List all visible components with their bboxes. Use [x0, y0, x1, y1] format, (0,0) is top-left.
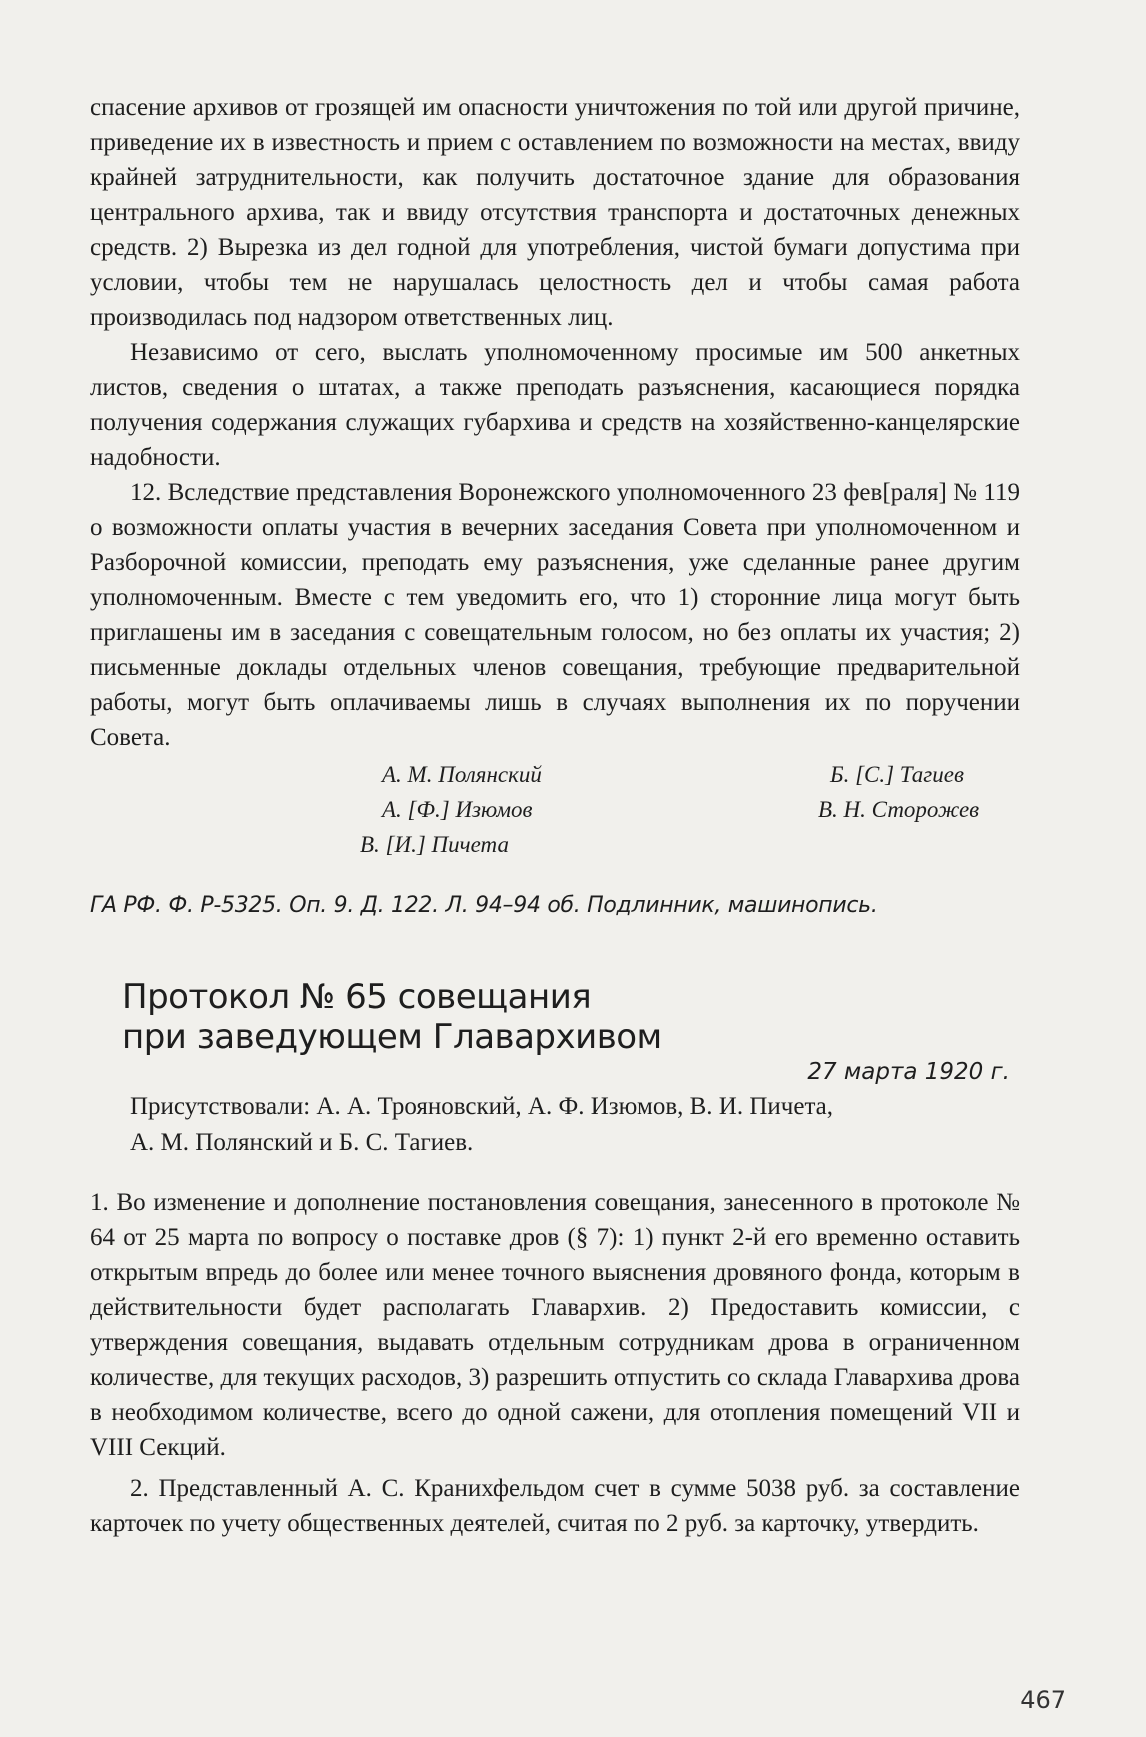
spacer: [90, 1161, 1020, 1185]
item-2: 2. Представленный А. С. Кранихфельдом счет в сумме 5038 руб. за составление карточек по учету общественных деятелей, считая по 2 руб. за карточку, утвердить.: [90, 1475, 1020, 1537]
page-number: 467: [1020, 1686, 1066, 1714]
signature-left-2: А. [Ф.] Изюмов: [382, 797, 533, 822]
attendees: [90, 1089, 1020, 1161]
signature-right-1: Б. [С.] Тагиев: [830, 762, 964, 787]
signature-right-2: В. Н. Сторожев: [818, 797, 980, 822]
heading-line-2: при заведующем Главархивом: [122, 1017, 662, 1057]
signature-left-1: А. М. Полянский: [382, 762, 542, 787]
signatures-block: [90, 757, 1020, 865]
paragraph-continuation: спасение архивов от грозящей им опасности уничтожения по той или другой причине, приведение их в известность и прием с оставлением по возможности на местах, ввиду крайней затруднительности, как получить достаточное здание для образования центрального архива, так и ввиду отсутствия транспорта и достаточных денежных средств. 2) Вырезка из дел годной для употребления, чистой бумаги допустима при условии, чтобы тем не нарушалась целостность дел и чтобы самая работа производилась под надзором ответственных лиц.: [90, 94, 1020, 331]
attendees-line-2: А. М. Полянский и Б. С. Тагиев.: [130, 1129, 474, 1156]
archival-source: ГА РФ. Ф. Р-5325. Оп. 9. Д. 122. Л. 94–94 об. Подлинник, машинопись.: [90, 893, 878, 918]
section-heading: [90, 977, 1020, 1057]
item-1: 1. Во изменение и дополнение постановления совещания, занесенного в протоколе № 64 от 25 марта по вопросу о поставке дров (§ 7): 1) пункт 2-й его временно оставить открытым впредь до более или менее точного выяснения дровяного фонда, которым в действительности будет располагать Главархив. 2) Предоставить комиссии, с утверждения совещания, выдавать отдельным сотрудникам дрова в ограниченном количестве, для текущих расходов, 3) разрешить отпустить со склада Главархива дрова в необходимом количестве, всего до одной сажени, для отопления помещений VII и VIII Секций.: [90, 1189, 1020, 1461]
attendees-line-1: Присутствовали: А. А. Трояновский, А. Ф. Изюмов, В. И. Пичета,: [130, 1093, 834, 1120]
document-page: [90, 90, 1020, 1541]
protocol-date: 27 марта 1920 г.: [807, 1059, 1010, 1085]
paragraph-questionnaires: Независимо от сего, выслать уполномоченному просимые им 500 анкетных листов, сведения о штатах, а также преподать разъяснения, касающиеся порядка получения содержания служащих губархива и средств на хозяйственно-канцелярские надобности.: [90, 339, 1020, 471]
signature-left-3: В. [И.] Пичета: [360, 832, 509, 857]
heading-line-1: Протокол № 65 совещания: [122, 977, 592, 1017]
paragraph-item-12: 12. Вследствие представления Воронежского уполномоченного 23 фев[раля] № 119 о возможности оплаты участия в вечерних заседания Совета при уполномоченном и Разборочной комиссии, преподать ему разъяснения, уже сделанные ранее другим уполномоченным. Вместе с тем уведомить его, что 1) сторонние лица могут быть приглашены им в заседания с совещательным голосом, но без оплаты их участия; 2) письменные доклады отдельных членов совещания, требующие предварительной работы, могут быть оплачиваемы лишь в случаях выполнения их по поручении Совета.: [90, 479, 1020, 751]
